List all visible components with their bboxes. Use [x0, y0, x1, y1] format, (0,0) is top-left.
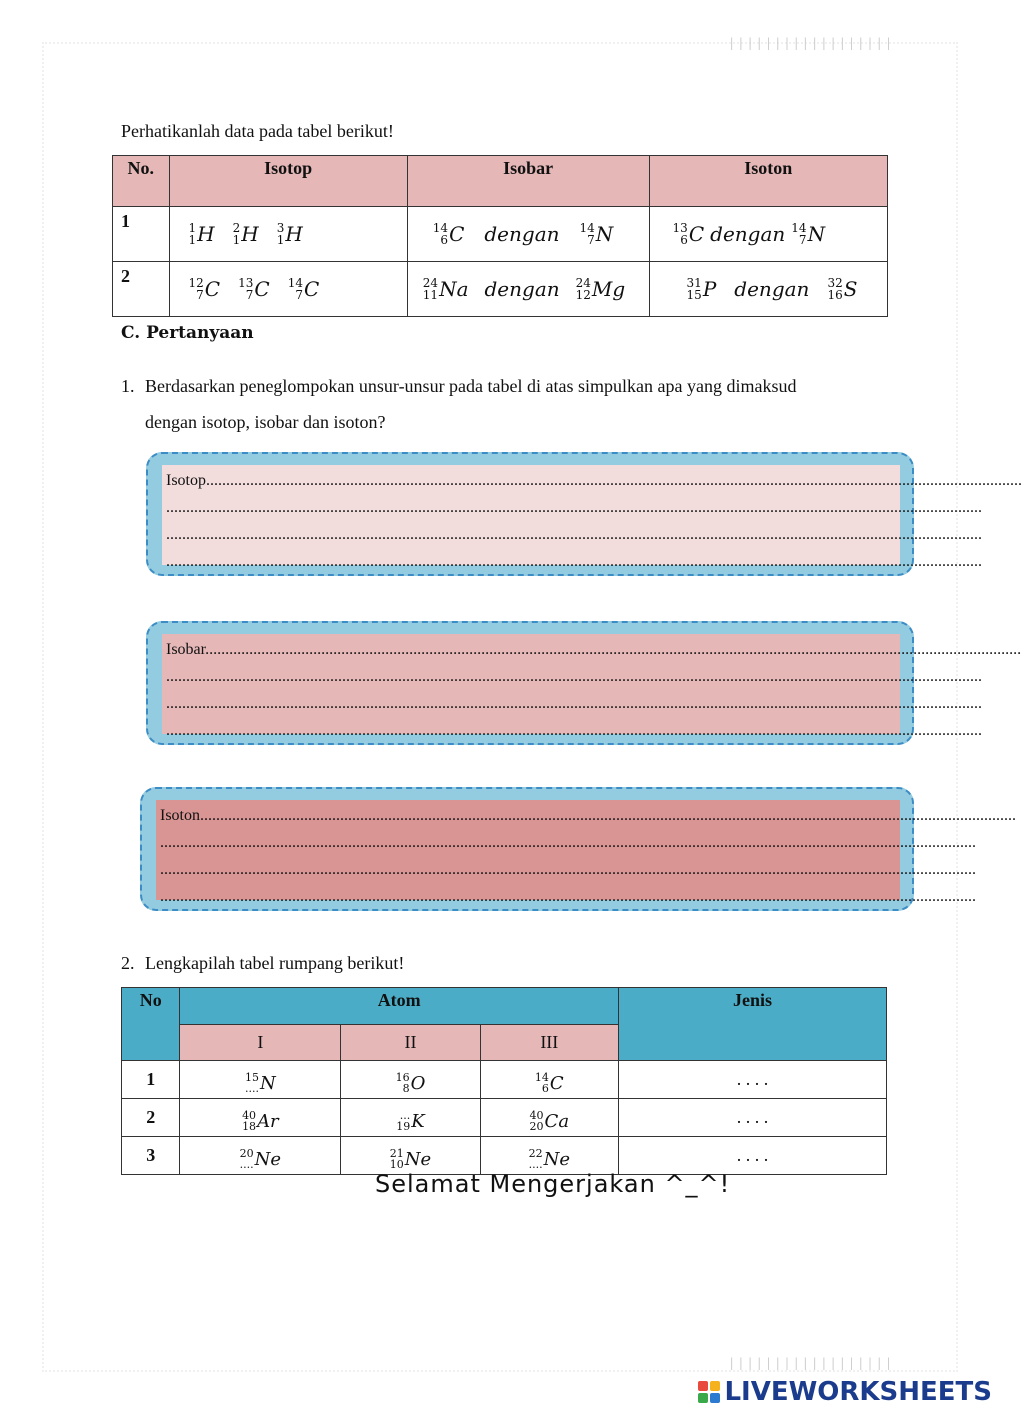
- atom-cell: 16 8 O: [341, 1061, 480, 1099]
- subheader-ii: II: [341, 1025, 480, 1061]
- row-number: 2: [122, 1099, 180, 1137]
- nuclide: 14 7 C: [287, 276, 320, 302]
- header-jenis: Jenis: [618, 988, 886, 1061]
- atom-cell: 21 10 Ne: [341, 1137, 480, 1175]
- nuclide: 14 6 C: [432, 221, 465, 247]
- isoton-cell: 31 15 P dengan 32 16 S: [649, 262, 887, 317]
- jenis-answer[interactable]: . . . .: [618, 1137, 886, 1175]
- isotop-cell: [169, 262, 407, 317]
- answer-box-isobar: [146, 621, 1022, 745]
- nuclide: 24 12 Mg: [575, 276, 626, 302]
- atom-cell: 40 18 Ar: [180, 1099, 341, 1137]
- answer-label: Isoton: [160, 807, 200, 824]
- table-row: [113, 207, 888, 262]
- atom-cell[interactable]: ... 19 K: [341, 1099, 480, 1137]
- answer-box-isoton: [140, 787, 1016, 911]
- table-header-row: [113, 156, 888, 207]
- decor-ticks-bottom: ||||||||||||||||||: [728, 1356, 895, 1370]
- header-isobar: Isobar: [407, 156, 649, 207]
- nuclide: 12 7 C: [188, 276, 221, 302]
- logo-text: LIVEWORKSHEETS: [724, 1377, 992, 1407]
- row-number: 2: [113, 262, 170, 317]
- nuclide: 14 7 N: [791, 221, 826, 247]
- question-2: [121, 953, 404, 974]
- decor-ticks-top: ||||||||||||||||||: [728, 36, 895, 50]
- question-number: 1.: [121, 376, 135, 396]
- isobar-cell: 14 6 C dengan 14 7 N: [407, 207, 649, 262]
- atom-cell[interactable]: 22 .... Ne: [480, 1137, 618, 1175]
- logo-mark-icon: [698, 1381, 720, 1403]
- table-row: [122, 1099, 887, 1137]
- isotope-table: [112, 155, 888, 317]
- nuclide: 24 11 Na: [422, 276, 469, 302]
- header-atom: Atom: [180, 988, 619, 1025]
- atom-table: [121, 987, 887, 1175]
- nuclide: 31 15 P: [686, 276, 717, 302]
- jenis-answer[interactable]: . . . .: [618, 1099, 886, 1137]
- atom-cell: 40 20 Ca: [480, 1099, 618, 1137]
- row-number: 3: [122, 1137, 180, 1175]
- header-no: No.: [113, 156, 170, 207]
- intro-text: Perhatikanlah data pada tabel berikut!: [121, 121, 394, 141]
- liveworksheets-logo: [698, 1377, 992, 1407]
- row-number: 1: [122, 1061, 180, 1099]
- atom-cell[interactable]: 15 .... N: [180, 1061, 341, 1099]
- nuclide: 14 7 N: [579, 221, 614, 247]
- answer-label: Isobar: [166, 641, 206, 658]
- nuclide: 32 16 S: [827, 276, 858, 302]
- answer-box-isotop: [146, 452, 1022, 576]
- table-row: [122, 1137, 887, 1175]
- nuclide: 13 6 C: [672, 221, 705, 247]
- nuclide: 3 1 H: [276, 221, 303, 247]
- nuclide: 2 1 H: [232, 221, 259, 247]
- question-text-cont: dengan isotop, isobar dan isoton?: [145, 412, 386, 432]
- nuclide: 1 1 H: [188, 221, 215, 247]
- isoton-cell: 13 6 C dengan 14 7 N: [649, 207, 887, 262]
- subheader-iii: III: [480, 1025, 618, 1061]
- atom-cell: 14 6 C: [480, 1061, 618, 1099]
- isotop-answer-area[interactable]: Isotop............................................................................................................................................................................................................ ............................................................................................................................................................................................................ ............................................................................................................................................................................................................ ............................................................................................................................................................................................................: [162, 465, 900, 565]
- jenis-answer[interactable]: . . . .: [618, 1061, 886, 1099]
- atom-cell[interactable]: 20 .... Ne: [180, 1137, 341, 1175]
- closing-message: Selamat Mengerjakan ^_^!: [375, 1170, 731, 1198]
- table-row: [122, 1061, 887, 1099]
- isoton-answer-area[interactable]: Isoton............................................................................................................................................................................................................ ............................................................................................................................................................................................................ ............................................................................................................................................................................................................ ............................................................................................................................................................................................................: [156, 800, 900, 900]
- section-title: C. Pertanyaan: [121, 323, 254, 343]
- question-number: 2.: [121, 953, 135, 973]
- question-text: Lengkapilah tabel rumpang berikut!: [145, 953, 405, 973]
- header-isotop: Isotop: [169, 156, 407, 207]
- question-1: [121, 368, 901, 440]
- isobar-answer-area[interactable]: Isobar............................................................................................................................................................................................................ ............................................................................................................................................................................................................ ............................................................................................................................................................................................................ ............................................................................................................................................................................................................: [162, 634, 900, 734]
- nuclide: 13 7 C: [238, 276, 270, 302]
- header-no: No: [122, 988, 180, 1061]
- subheader-i: I: [180, 1025, 341, 1061]
- header-isoton: Isoton: [649, 156, 887, 207]
- question-text: Berdasarkan peneglompokan unsur-unsur pada tabel di atas simpulkan apa yang dimaksud: [145, 376, 797, 396]
- isobar-cell: 24 11 Na dengan 24 12 Mg: [407, 262, 649, 317]
- row-number: 1: [113, 207, 170, 262]
- table-row: [113, 262, 888, 317]
- isotop-cell: [169, 207, 407, 262]
- answer-label: Isotop: [166, 472, 206, 489]
